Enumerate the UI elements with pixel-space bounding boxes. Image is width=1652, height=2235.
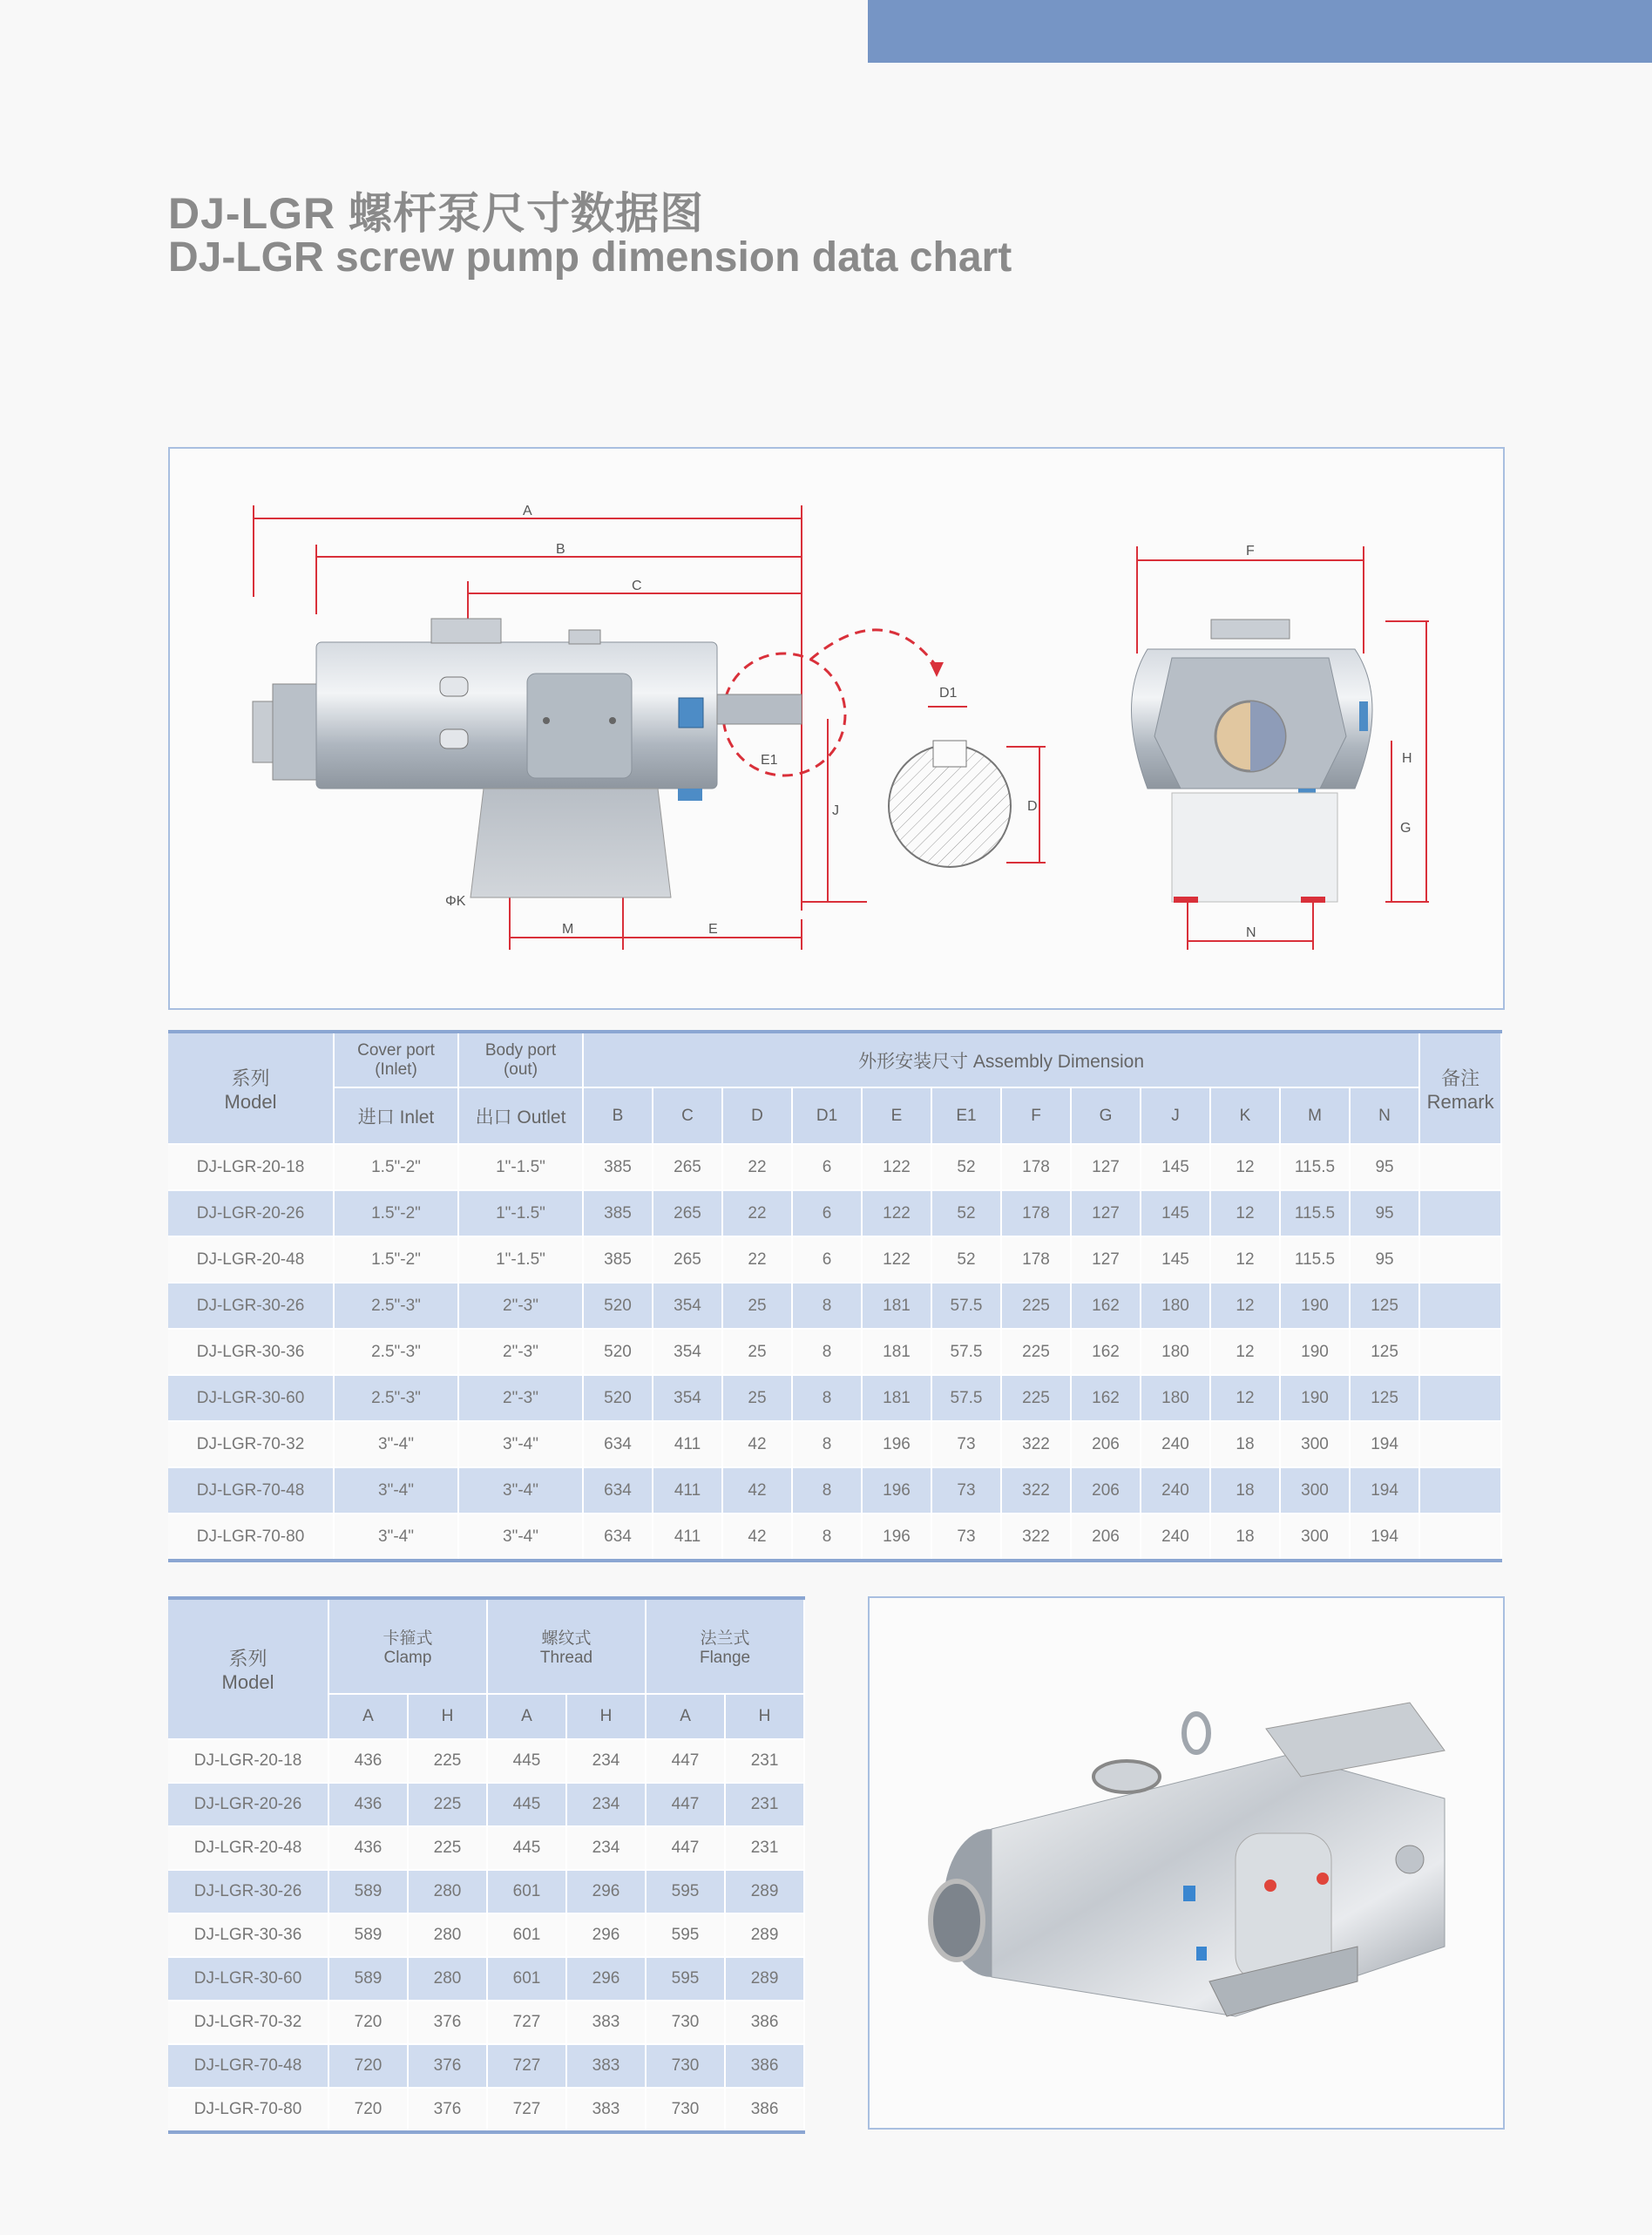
t2-value-cell: 289 <box>725 1957 804 2001</box>
t1-value-cell: 3"-4" <box>334 1467 458 1514</box>
t1-model-cell: DJ-LGR-20-26 <box>168 1190 334 1236</box>
t1-row <box>168 1329 1501 1375</box>
t2-value-cell: 601 <box>487 1870 566 1913</box>
t2-value-cell: 376 <box>408 2088 487 2132</box>
t1-value-cell: 115.5 <box>1280 1144 1350 1190</box>
t1-inlet-header: 进口 Inlet <box>334 1087 458 1144</box>
t1-row <box>168 1375 1501 1421</box>
t2-value-cell: 445 <box>487 1739 566 1783</box>
t1-model-cell: DJ-LGR-30-36 <box>168 1329 334 1375</box>
assembly-dimension-table <box>168 1030 1502 1562</box>
t1-value-cell: 2"-3" <box>458 1329 583 1375</box>
dim-label-e: E <box>708 922 718 937</box>
t2-value-cell: 727 <box>487 2001 566 2044</box>
t1-value-cell: 57.5 <box>931 1375 1001 1421</box>
t2-model-cell: DJ-LGR-70-80 <box>168 2088 328 2132</box>
t2-value-cell: 720 <box>328 2088 408 2132</box>
t2-row <box>168 2044 804 2088</box>
t2-sub-header: A <box>328 1694 408 1739</box>
t1-value-cell: 240 <box>1141 1467 1210 1514</box>
t1-value-cell: 354 <box>653 1375 722 1421</box>
t1-value-cell: 194 <box>1350 1514 1419 1561</box>
t1-value-cell: 145 <box>1141 1190 1210 1236</box>
t1-value-cell: 3"-4" <box>458 1467 583 1514</box>
t2-value-cell: 280 <box>408 1957 487 2001</box>
t1-value-cell: 52 <box>931 1236 1001 1283</box>
t1-value-cell: 634 <box>583 1467 653 1514</box>
t1-model-cell: DJ-LGR-70-80 <box>168 1514 334 1561</box>
pump-image <box>870 1598 1503 2128</box>
t1-row <box>168 1283 1501 1329</box>
t2-value-cell: 296 <box>566 1870 646 1913</box>
t1-col-header: G <box>1071 1087 1141 1144</box>
t1-value-cell: 322 <box>1001 1514 1071 1561</box>
t2-value-cell: 727 <box>487 2044 566 2088</box>
t2-value-cell: 376 <box>408 2001 487 2044</box>
t1-row <box>168 1421 1501 1467</box>
t2-row <box>168 1957 804 2001</box>
t2-value-cell: 234 <box>566 1739 646 1783</box>
t1-value-cell: 225 <box>1001 1375 1071 1421</box>
t1-col-header: B <box>583 1087 653 1144</box>
t2-value-cell: 447 <box>646 1783 725 1826</box>
t2-value-cell: 730 <box>646 2088 725 2132</box>
t1-value-cell: 12 <box>1210 1329 1280 1375</box>
t1-value-cell: 12 <box>1210 1236 1280 1283</box>
t1-value-cell: 115.5 <box>1280 1190 1350 1236</box>
t1-col-header: F <box>1001 1087 1071 1144</box>
t1-col-header: E1 <box>931 1087 1001 1144</box>
t1-value-cell: 194 <box>1350 1467 1419 1514</box>
t1-value-cell: 190 <box>1280 1329 1350 1375</box>
t1-value-cell: 196 <box>862 1421 931 1467</box>
t1-value-cell: 1"-1.5" <box>458 1190 583 1236</box>
t1-value-cell: 52 <box>931 1144 1001 1190</box>
t1-value-cell: 3"-4" <box>458 1514 583 1561</box>
t1-value-cell: 12 <box>1210 1375 1280 1421</box>
t1-outlet-header: 出口 Outlet <box>458 1087 583 1144</box>
t2-value-cell: 445 <box>487 1783 566 1826</box>
t2-value-cell: 589 <box>328 1913 408 1957</box>
t1-model-header: 系列 Model <box>168 1032 334 1144</box>
t1-value-cell: 634 <box>583 1421 653 1467</box>
t2-sub-header: H <box>566 1694 646 1739</box>
t1-value-cell: 122 <box>862 1236 931 1283</box>
t1-value-cell: 411 <box>653 1421 722 1467</box>
t1-value-cell: 178 <box>1001 1236 1071 1283</box>
t1-value-cell: 1.5"-2" <box>334 1236 458 1283</box>
t2-model-cell: DJ-LGR-70-48 <box>168 2044 328 2088</box>
t1-value-cell: 265 <box>653 1236 722 1283</box>
dimension-drawing <box>168 447 1505 1010</box>
t1-value-cell: 300 <box>1280 1467 1350 1514</box>
t2-sub-header: A <box>646 1694 725 1739</box>
t2-model-cell: DJ-LGR-20-18 <box>168 1739 328 1783</box>
t2-row <box>168 2001 804 2044</box>
page-title-en: DJ-LGR screw pump dimension data chart <box>168 234 1012 281</box>
t2-value-cell: 234 <box>566 1826 646 1870</box>
t1-value-cell: 57.5 <box>931 1283 1001 1329</box>
t1-value-cell: 190 <box>1280 1375 1350 1421</box>
t1-value-cell: 73 <box>931 1421 1001 1467</box>
t1-body-port-header: Body port (out) <box>458 1032 583 1087</box>
t1-value-cell: 385 <box>583 1236 653 1283</box>
t1-value-cell: 22 <box>722 1144 792 1190</box>
t1-remark-cell <box>1419 1421 1501 1467</box>
t1-value-cell: 18 <box>1210 1467 1280 1514</box>
t2-flange-header: 法兰式 Flange <box>646 1598 804 1694</box>
t1-value-cell: 162 <box>1071 1283 1141 1329</box>
t2-model-header: 系列 Model <box>168 1598 328 1739</box>
dim-label-a: A <box>523 504 532 518</box>
t2-value-cell: 595 <box>646 1913 725 1957</box>
t1-value-cell: 385 <box>583 1190 653 1236</box>
t1-remark-cell <box>1419 1190 1501 1236</box>
t2-value-cell: 447 <box>646 1739 725 1783</box>
t2-value-cell: 376 <box>408 2044 487 2088</box>
t2-value-cell: 383 <box>566 2044 646 2088</box>
t1-value-cell: 240 <box>1141 1421 1210 1467</box>
t1-value-cell: 18 <box>1210 1514 1280 1561</box>
t1-value-cell: 240 <box>1141 1514 1210 1561</box>
t1-remark-header: 备注 Remark <box>1419 1032 1501 1144</box>
t1-col-header: C <box>653 1087 722 1144</box>
t2-value-cell: 280 <box>408 1870 487 1913</box>
t1-value-cell: 178 <box>1001 1190 1071 1236</box>
t1-value-cell: 1"-1.5" <box>458 1236 583 1283</box>
t1-row <box>168 1514 1501 1561</box>
dim-label-d: D <box>1027 799 1038 814</box>
t2-value-cell: 386 <box>725 2088 804 2132</box>
top-accent-bar <box>868 0 1652 63</box>
t1-value-cell: 122 <box>862 1144 931 1190</box>
t1-value-cell: 225 <box>1001 1283 1071 1329</box>
t2-value-cell: 289 <box>725 1870 804 1913</box>
dim-label-b: B <box>556 542 565 557</box>
t1-row <box>168 1236 1501 1283</box>
t1-value-cell: 354 <box>653 1283 722 1329</box>
t1-cover-port-header: Cover port (Inlet) <box>334 1032 458 1087</box>
dim-label-m: M <box>562 922 574 937</box>
t2-value-cell: 589 <box>328 1957 408 2001</box>
t1-value-cell: 95 <box>1350 1190 1419 1236</box>
t2-sub-header: A <box>487 1694 566 1739</box>
t2-value-cell: 436 <box>328 1739 408 1783</box>
t2-row <box>168 1783 804 1826</box>
t1-value-cell: 178 <box>1001 1144 1071 1190</box>
t1-remark-cell <box>1419 1144 1501 1190</box>
t1-model-cell: DJ-LGR-70-32 <box>168 1421 334 1467</box>
t1-value-cell: 25 <box>722 1283 792 1329</box>
t1-value-cell: 95 <box>1350 1144 1419 1190</box>
t2-thread-header: 螺纹式 Thread <box>487 1598 646 1694</box>
t2-value-cell: 225 <box>408 1826 487 1870</box>
t1-value-cell: 2"-3" <box>458 1375 583 1421</box>
t2-clamp-header: 卡箍式 Clamp <box>328 1598 487 1694</box>
t1-value-cell: 8 <box>792 1283 862 1329</box>
t1-value-cell: 181 <box>862 1329 931 1375</box>
t1-assembly-header: 外形安装尺寸 Assembly Dimension <box>583 1032 1419 1087</box>
t1-value-cell: 411 <box>653 1467 722 1514</box>
t1-value-cell: 115.5 <box>1280 1236 1350 1283</box>
t1-value-cell: 6 <box>792 1144 862 1190</box>
t1-value-cell: 25 <box>722 1329 792 1375</box>
t2-value-cell: 296 <box>566 1957 646 2001</box>
t1-row <box>168 1144 1501 1190</box>
t1-value-cell: 12 <box>1210 1283 1280 1329</box>
t1-value-cell: 6 <box>792 1236 862 1283</box>
t1-value-cell: 634 <box>583 1514 653 1561</box>
t1-col-header: D <box>722 1087 792 1144</box>
t1-value-cell: 127 <box>1071 1190 1141 1236</box>
t1-value-cell: 73 <box>931 1514 1001 1561</box>
t1-model-cell: DJ-LGR-20-18 <box>168 1144 334 1190</box>
t1-remark-cell <box>1419 1329 1501 1375</box>
t1-value-cell: 8 <box>792 1421 862 1467</box>
dim-label-k: ΦK <box>445 894 466 909</box>
t2-value-cell: 225 <box>408 1783 487 1826</box>
t1-value-cell: 52 <box>931 1190 1001 1236</box>
t2-value-cell: 730 <box>646 2001 725 2044</box>
pump-side-view <box>253 619 802 897</box>
t1-value-cell: 95 <box>1350 1236 1419 1283</box>
dim-label-j: J <box>832 803 839 818</box>
t2-value-cell: 231 <box>725 1739 804 1783</box>
t1-value-cell: 125 <box>1350 1329 1419 1375</box>
t1-value-cell: 196 <box>862 1514 931 1561</box>
t2-model-cell: DJ-LGR-30-26 <box>168 1870 328 1913</box>
t1-value-cell: 520 <box>583 1375 653 1421</box>
t1-value-cell: 2.5"-3" <box>334 1375 458 1421</box>
t2-value-cell: 589 <box>328 1870 408 1913</box>
t1-remark-cell <box>1419 1236 1501 1283</box>
t2-value-cell: 289 <box>725 1913 804 1957</box>
t1-value-cell: 206 <box>1071 1421 1141 1467</box>
t1-value-cell: 354 <box>653 1329 722 1375</box>
t1-value-cell: 300 <box>1280 1421 1350 1467</box>
t1-value-cell: 42 <box>722 1467 792 1514</box>
t1-value-cell: 3"-4" <box>334 1421 458 1467</box>
t1-remark-cell <box>1419 1283 1501 1329</box>
t1-value-cell: 322 <box>1001 1467 1071 1514</box>
t2-value-cell: 727 <box>487 2088 566 2132</box>
t2-value-cell: 280 <box>408 1913 487 1957</box>
t1-model-cell: DJ-LGR-20-48 <box>168 1236 334 1283</box>
callout-arrow <box>930 662 944 677</box>
t1-value-cell: 196 <box>862 1467 931 1514</box>
t1-col-header: M <box>1280 1087 1350 1144</box>
t1-col-header: N <box>1350 1087 1419 1144</box>
t1-value-cell: 194 <box>1350 1421 1419 1467</box>
t1-col-header: K <box>1210 1087 1280 1144</box>
t1-remark-cell <box>1419 1467 1501 1514</box>
dim-label-c: C <box>632 579 642 593</box>
t2-sub-header: H <box>408 1694 487 1739</box>
t1-value-cell: 42 <box>722 1421 792 1467</box>
t2-sub-header: H <box>725 1694 804 1739</box>
t2-row <box>168 2088 804 2132</box>
t1-value-cell: 8 <box>792 1514 862 1561</box>
connection-dimension-table <box>168 1596 805 2134</box>
t1-value-cell: 127 <box>1071 1144 1141 1190</box>
t2-value-cell: 720 <box>328 2001 408 2044</box>
t1-value-cell: 2.5"-3" <box>334 1329 458 1375</box>
t1-value-cell: 162 <box>1071 1375 1141 1421</box>
t2-value-cell: 383 <box>566 2088 646 2132</box>
t1-value-cell: 1.5"-2" <box>334 1144 458 1190</box>
t2-row <box>168 1826 804 1870</box>
t2-value-cell: 386 <box>725 2001 804 2044</box>
dim-label-f: F <box>1246 544 1255 559</box>
t1-row <box>168 1190 1501 1236</box>
t1-value-cell: 1"-1.5" <box>458 1144 583 1190</box>
t1-value-cell: 125 <box>1350 1375 1419 1421</box>
dim-label-h: H <box>1402 751 1412 766</box>
t2-row <box>168 1739 804 1783</box>
t2-model-cell: DJ-LGR-70-32 <box>168 2001 328 2044</box>
t1-value-cell: 190 <box>1280 1283 1350 1329</box>
t1-value-cell: 22 <box>722 1190 792 1236</box>
t1-value-cell: 265 <box>653 1144 722 1190</box>
t1-model-cell: DJ-LGR-70-48 <box>168 1467 334 1514</box>
t2-value-cell: 436 <box>328 1826 408 1870</box>
t1-value-cell: 181 <box>862 1375 931 1421</box>
t2-value-cell: 601 <box>487 1913 566 1957</box>
t1-value-cell: 3"-4" <box>458 1421 583 1467</box>
t2-row <box>168 1913 804 1957</box>
t1-value-cell: 12 <box>1210 1190 1280 1236</box>
t1-value-cell: 12 <box>1210 1144 1280 1190</box>
t1-value-cell: 520 <box>583 1329 653 1375</box>
dim-label-g: G <box>1400 821 1412 836</box>
t1-model-cell: DJ-LGR-30-26 <box>168 1283 334 1329</box>
t1-value-cell: 180 <box>1141 1375 1210 1421</box>
t1-remark-cell <box>1419 1514 1501 1561</box>
t1-value-cell: 127 <box>1071 1236 1141 1283</box>
t1-value-cell: 2.5"-3" <box>334 1283 458 1329</box>
t2-model-cell: DJ-LGR-20-48 <box>168 1826 328 1870</box>
dim-label-e1: E1 <box>761 753 778 768</box>
t1-value-cell: 6 <box>792 1190 862 1236</box>
t1-value-cell: 206 <box>1071 1467 1141 1514</box>
t2-value-cell: 595 <box>646 1870 725 1913</box>
t2-value-cell: 720 <box>328 2044 408 2088</box>
t1-col-header: E <box>862 1087 931 1144</box>
t1-value-cell: 3"-4" <box>334 1514 458 1561</box>
t1-value-cell: 162 <box>1071 1329 1141 1375</box>
t1-value-cell: 145 <box>1141 1236 1210 1283</box>
product-photo <box>868 1596 1505 2130</box>
dimension-drawing-svg <box>170 449 1503 1008</box>
t1-value-cell: 300 <box>1280 1514 1350 1561</box>
t1-value-cell: 8 <box>792 1329 862 1375</box>
t2-value-cell: 383 <box>566 2001 646 2044</box>
t2-value-cell: 730 <box>646 2044 725 2088</box>
shaft-section <box>889 741 1011 867</box>
t1-value-cell: 18 <box>1210 1421 1280 1467</box>
t1-value-cell: 322 <box>1001 1421 1071 1467</box>
t2-value-cell: 296 <box>566 1913 646 1957</box>
t2-row <box>168 1870 804 1913</box>
t1-value-cell: 122 <box>862 1190 931 1236</box>
pump-front-view <box>1132 620 1373 903</box>
t1-value-cell: 411 <box>653 1514 722 1561</box>
t1-row <box>168 1467 1501 1514</box>
t1-value-cell: 42 <box>722 1514 792 1561</box>
t2-value-cell: 231 <box>725 1783 804 1826</box>
t1-value-cell: 8 <box>792 1375 862 1421</box>
t2-value-cell: 231 <box>725 1826 804 1870</box>
dim-label-n: N <box>1246 925 1256 940</box>
t2-value-cell: 436 <box>328 1783 408 1826</box>
t1-value-cell: 1.5"-2" <box>334 1190 458 1236</box>
t1-value-cell: 265 <box>653 1190 722 1236</box>
t1-value-cell: 57.5 <box>931 1329 1001 1375</box>
t1-value-cell: 181 <box>862 1283 931 1329</box>
t1-value-cell: 145 <box>1141 1144 1210 1190</box>
t1-model-cell: DJ-LGR-30-60 <box>168 1375 334 1421</box>
t1-value-cell: 180 <box>1141 1283 1210 1329</box>
t2-value-cell: 234 <box>566 1783 646 1826</box>
t1-value-cell: 520 <box>583 1283 653 1329</box>
t2-model-cell: DJ-LGR-30-36 <box>168 1913 328 1957</box>
t1-value-cell: 8 <box>792 1467 862 1514</box>
t1-col-header: J <box>1141 1087 1210 1144</box>
t2-value-cell: 386 <box>725 2044 804 2088</box>
t1-value-cell: 25 <box>722 1375 792 1421</box>
t1-value-cell: 180 <box>1141 1329 1210 1375</box>
t2-value-cell: 447 <box>646 1826 725 1870</box>
t1-value-cell: 2"-3" <box>458 1283 583 1329</box>
dim-label-d1: D1 <box>939 686 958 701</box>
t2-value-cell: 445 <box>487 1826 566 1870</box>
t1-remark-cell <box>1419 1375 1501 1421</box>
t2-model-cell: DJ-LGR-30-60 <box>168 1957 328 2001</box>
t1-value-cell: 22 <box>722 1236 792 1283</box>
page-title-cn: DJ-LGR 螺杆泵尺寸数据图 <box>168 189 704 238</box>
t1-value-cell: 225 <box>1001 1329 1071 1375</box>
t1-value-cell: 385 <box>583 1144 653 1190</box>
t2-value-cell: 595 <box>646 1957 725 2001</box>
t1-value-cell: 206 <box>1071 1514 1141 1561</box>
t2-value-cell: 225 <box>408 1739 487 1783</box>
t2-value-cell: 601 <box>487 1957 566 2001</box>
t1-value-cell: 73 <box>931 1467 1001 1514</box>
t2-model-cell: DJ-LGR-20-26 <box>168 1783 328 1826</box>
t1-value-cell: 125 <box>1350 1283 1419 1329</box>
t1-col-header: D1 <box>792 1087 862 1144</box>
